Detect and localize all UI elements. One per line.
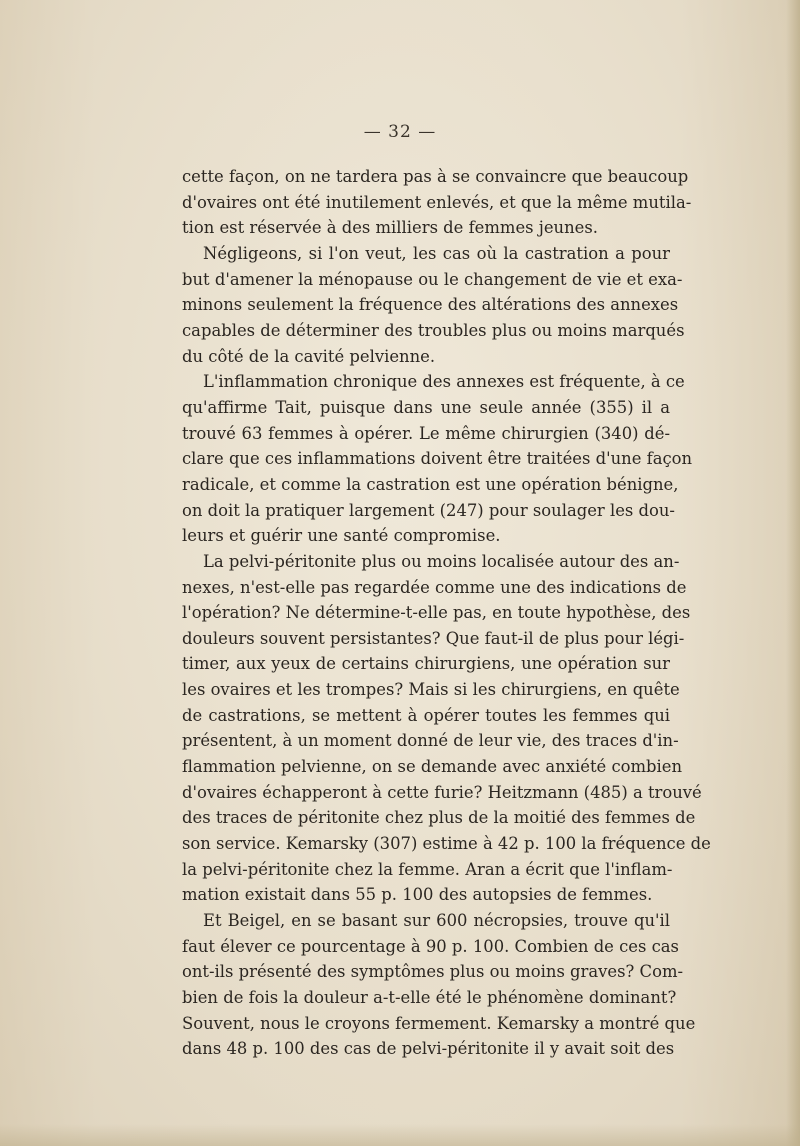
text-line: Et Beigel, en se basant sur 600 nécropsies, trouve qu'il bbox=[203, 911, 670, 931]
page-number: — 32 — bbox=[363, 122, 437, 142]
text-line: minons seulement la fréquence des altérations des annexes bbox=[182, 295, 679, 315]
text-line: timer, aux yeux de certains chirurgiens, une opération sur bbox=[182, 654, 670, 674]
text-line: mation existait dans 55 p. 100 des autopsies de femmes. bbox=[182, 885, 653, 905]
text-line: faut élever ce pourcentage à 90 p. 100. Combien de ces cas bbox=[182, 936, 679, 956]
text-line: trouvé 63 femmes à opérer. Le même chirurgien (340) dé- bbox=[182, 423, 670, 443]
page-bottom-shadow bbox=[0, 1124, 800, 1146]
text-line: dans 48 p. 100 des cas de pelvi-péritonite il y avait soit des bbox=[182, 1039, 675, 1059]
text-line: présentent, à un moment donné de leur vie, des traces d'in- bbox=[182, 731, 679, 751]
text-line: La pelvi-péritonite plus ou moins localisée autour des an- bbox=[203, 551, 680, 571]
text-line: cette façon, on ne tardera pas à se convaincre que beaucoup bbox=[182, 167, 689, 186]
text-line: Négligeons, si l'on veut, les cas où la castration a pour bbox=[203, 243, 670, 263]
text-line: on doit la pratiquer largement (247) pour soulager les dou- bbox=[182, 500, 675, 520]
text-line: douleurs souvent persistantes? Que faut-il de plus pour légi- bbox=[182, 628, 685, 648]
text-line: d'ovaires échapperont à cette furie? Heitzmann (485) a trouvé bbox=[182, 782, 702, 802]
text-line: tion est réservée à des milliers de femmes jeunes. bbox=[182, 218, 598, 238]
text-line: de castrations, se mettent à opérer toutes les femmes qui bbox=[182, 705, 670, 725]
text-line: la pelvi-péritonite chez la femme. Aran a écrit que l'inflam- bbox=[182, 859, 673, 879]
text-line: bien de fois la douleur a-t-elle été le phénomène dominant? bbox=[182, 988, 677, 1007]
text-line: flammation pelvienne, on se demande avec anxiété combien bbox=[182, 757, 683, 777]
text-line: capables de déterminer des troubles plus ou moins marqués bbox=[182, 320, 685, 340]
text-line: leurs et guérir une santé compromise. bbox=[182, 526, 501, 546]
page-edge-shadow bbox=[786, 0, 800, 1146]
text-line: L'inflammation chronique des annexes est fréquente, à ce bbox=[203, 372, 685, 392]
text-line: but d'amener la ménopause ou le changement de vie et exa- bbox=[182, 269, 683, 289]
body-text bbox=[182, 164, 711, 1062]
text-line: clare que ces inflammations doivent être traitées d'une façon bbox=[182, 449, 693, 469]
text-line: les ovaires et les trompes? Mais si les chirurgiens, en quête bbox=[182, 680, 680, 700]
text-line: des traces de péritonite chez plus de la moitié des femmes de bbox=[182, 808, 696, 828]
text-line: du côté de la cavité pelvienne. bbox=[182, 346, 436, 366]
text-line: d'ovaires ont été inutilement enlevés, et que la même mutila- bbox=[182, 192, 692, 212]
text-line: son service. Kemarsky (307) estime à 42 p. 100 la fréquence de bbox=[182, 834, 711, 854]
text-line: nexes, n'est-elle pas regardée comme une des indications de bbox=[182, 577, 687, 597]
text-line: qu'affirme Tait, puisque dans une seule année (355) il a bbox=[182, 397, 670, 417]
text-line: radicale, et comme la castration est une opération bénigne, bbox=[182, 474, 679, 494]
text-line: l'opération? Ne détermine-t-elle pas, en toute hypothèse, des bbox=[182, 603, 691, 623]
text-line: ont-ils présenté des symptômes plus ou moins graves? Com- bbox=[182, 962, 684, 982]
text-line: Souvent, nous le croyons fermement. Kemarsky a montré que bbox=[182, 1013, 696, 1033]
